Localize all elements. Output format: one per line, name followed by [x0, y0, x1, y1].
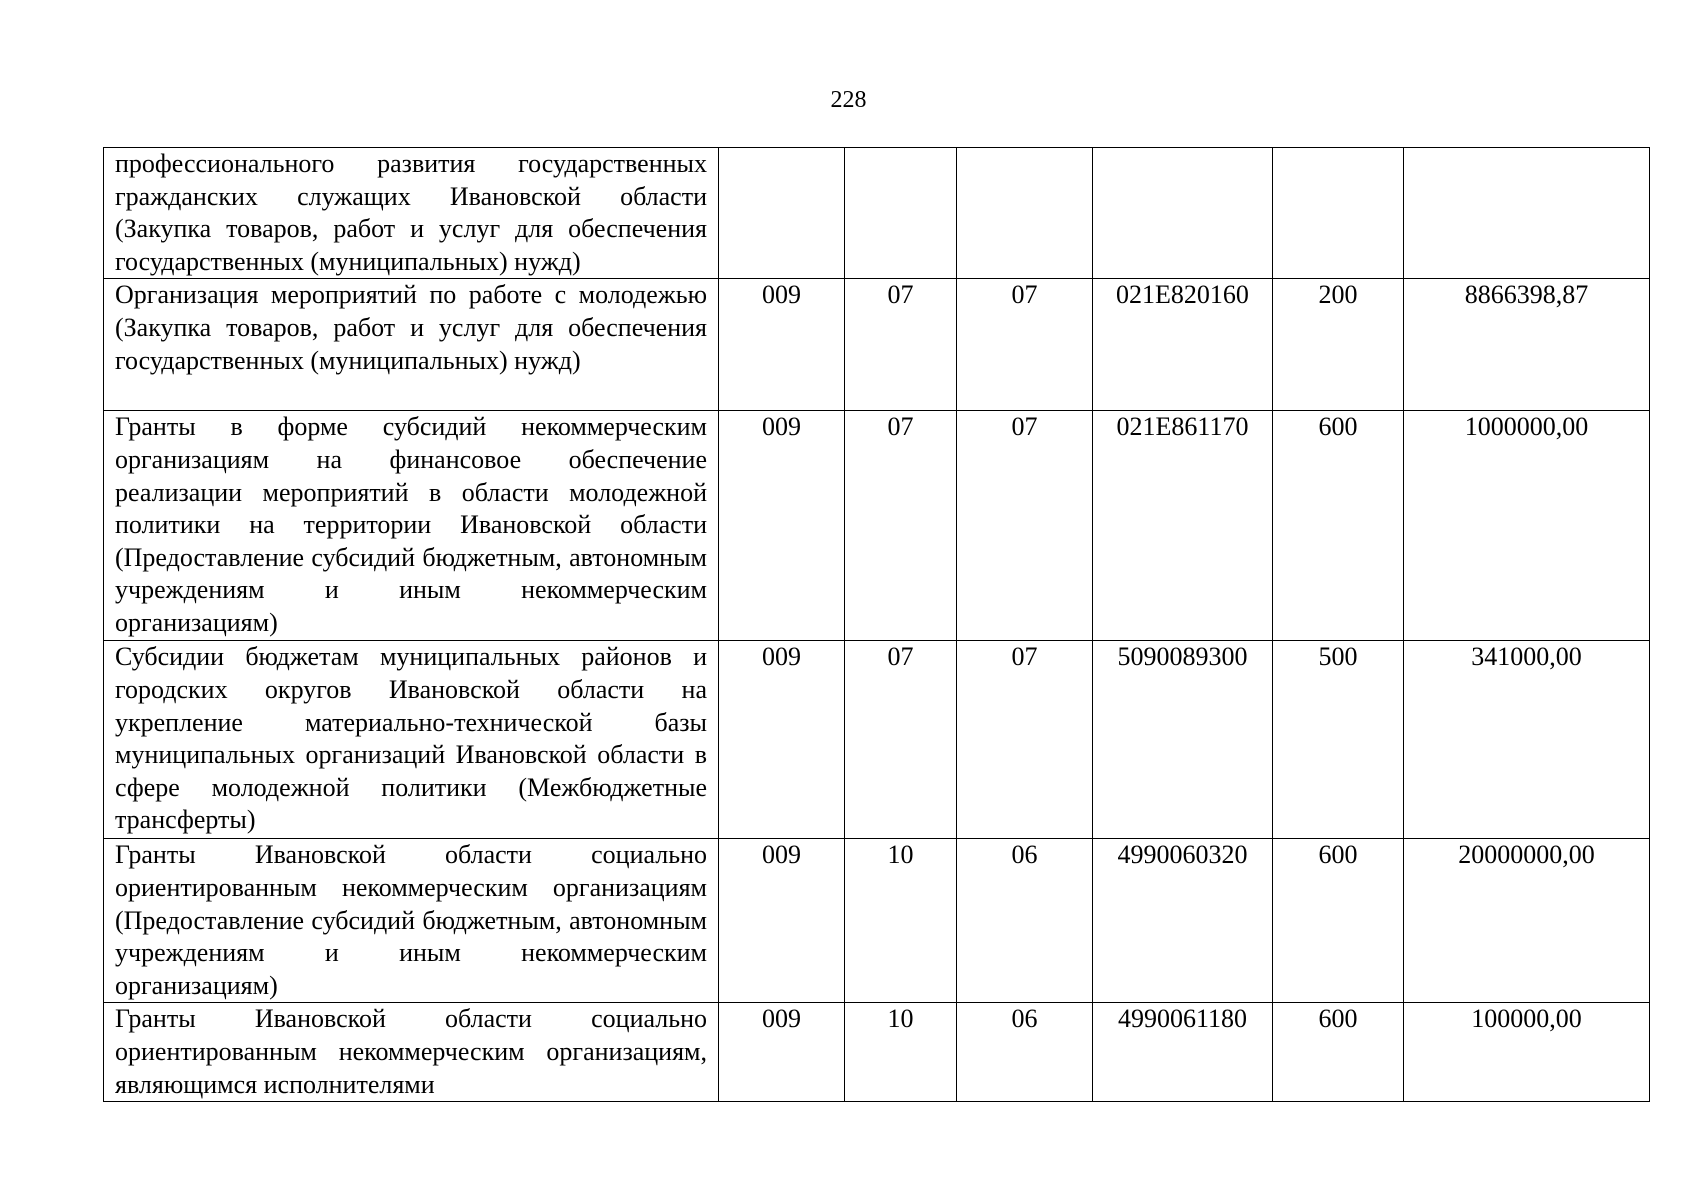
budget-table — [103, 147, 1650, 1102]
row-ministry-code: 009 — [719, 411, 845, 641]
row-target-article-code: 021E861170 — [1093, 411, 1273, 641]
row-ministry-code: 009 — [719, 839, 845, 1003]
row-amount: 100000,00 — [1404, 1003, 1650, 1102]
page-number: 228 — [830, 87, 867, 113]
row-amount: 1000000,00 — [1404, 411, 1650, 641]
table-row — [104, 641, 1650, 839]
row-section-code — [845, 148, 957, 279]
row-expense-type-code: 600 — [1273, 1003, 1404, 1102]
row-subsection-code: 06 — [957, 1003, 1093, 1102]
row-target-article-code: 5090089300 — [1093, 641, 1273, 839]
row-ministry-code: 009 — [719, 279, 845, 411]
table-row — [104, 411, 1650, 641]
table-row — [104, 148, 1650, 279]
row-description: Субсидии бюджетам муниципальных районов и городских округов Ивановской области на укрепление материально-технической базы муниципальных организаций Ивановской области в сфере молодежной политики (Межбюджетные трансферты) — [104, 641, 719, 839]
row-section-code: 07 — [845, 279, 957, 411]
row-amount: 8866398,87 — [1404, 279, 1650, 411]
row-section-code: 07 — [845, 641, 957, 839]
row-description: профессионального развития государственных гражданских служащих Ивановской области (Закупка товаров, работ и услуг для обеспечения государственных (муниципальных) нужд) — [104, 148, 719, 279]
row-target-article-code: 021E820160 — [1093, 279, 1273, 411]
row-section-code: 07 — [845, 411, 957, 641]
row-ministry-code: 009 — [719, 641, 845, 839]
row-section-code: 10 — [845, 839, 957, 1003]
row-target-article-code: 4990060320 — [1093, 839, 1273, 1003]
row-description: Гранты Ивановской области социально ориентированным некоммерческим организациям, являющимся исполнителями — [104, 1003, 719, 1102]
row-subsection-code: 07 — [957, 411, 1093, 641]
row-amount: 20000000,00 — [1404, 839, 1650, 1003]
row-section-code: 10 — [845, 1003, 957, 1102]
row-subsection-code: 07 — [957, 641, 1093, 839]
row-expense-type-code: 200 — [1273, 279, 1404, 411]
row-expense-type-code: 600 — [1273, 839, 1404, 1003]
table-row — [104, 1003, 1650, 1102]
row-expense-type-code: 600 — [1273, 411, 1404, 641]
table-row — [104, 839, 1650, 1003]
row-ministry-code: 009 — [719, 1003, 845, 1102]
row-ministry-code — [719, 148, 845, 279]
row-target-article-code: 4990061180 — [1093, 1003, 1273, 1102]
row-expense-type-code — [1273, 148, 1404, 279]
row-amount — [1404, 148, 1650, 279]
row-amount: 341000,00 — [1404, 641, 1650, 839]
row-description: Организация мероприятий по работе с молодежью (Закупка товаров, работ и услуг для обеспечения государственных (муниципальных) нужд) — [104, 279, 719, 411]
row-subsection-code: 06 — [957, 839, 1093, 1003]
table-row — [104, 279, 1650, 411]
row-description: Гранты в форме субсидий некоммерческим организациям на финансовое обеспечение реализации мероприятий в области молодежной политики на территории Ивановской области (Предоставление субсидий бюджетным, автономным учреждениям и иным некоммерческим организациям) — [104, 411, 719, 641]
row-expense-type-code: 500 — [1273, 641, 1404, 839]
row-target-article-code — [1093, 148, 1273, 279]
row-subsection-code — [957, 148, 1093, 279]
row-subsection-code: 07 — [957, 279, 1093, 411]
row-description: Гранты Ивановской области социально ориентированным некоммерческим организациям (Предоставление субсидий бюджетным, автономным учреждениям и иным некоммерческим организациям) — [104, 839, 719, 1003]
